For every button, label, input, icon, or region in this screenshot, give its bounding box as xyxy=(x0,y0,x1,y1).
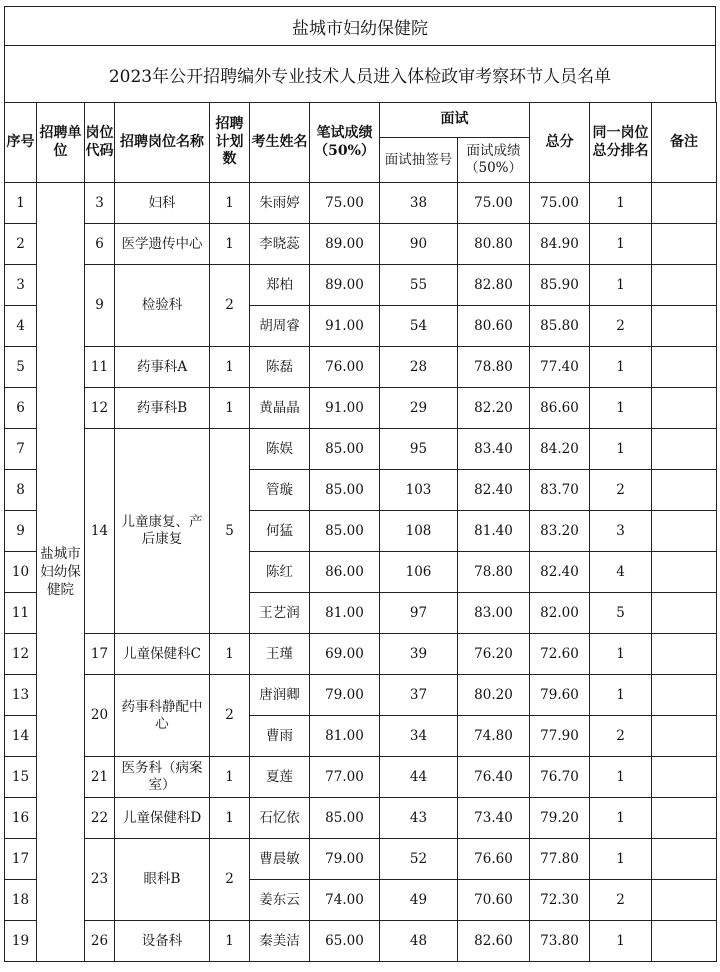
table-row xyxy=(5,265,717,306)
plan-cell: 1 xyxy=(210,798,250,839)
remark-cell xyxy=(652,593,717,634)
draw-cell: 29 xyxy=(380,388,458,429)
rank-cell: 1 xyxy=(590,921,652,962)
name-cell: 王艺润 xyxy=(250,593,310,634)
draw-cell: 108 xyxy=(380,511,458,552)
plan-cell: 1 xyxy=(210,347,250,388)
draw-cell: 54 xyxy=(380,306,458,347)
name-cell: 陈磊 xyxy=(250,347,310,388)
post-code-cell: 22 xyxy=(85,798,115,839)
post-name-cell: 儿童保健科D xyxy=(115,798,210,839)
plan-cell: 1 xyxy=(210,634,250,675)
interview-cell: 82.20 xyxy=(458,388,530,429)
interview-cell: 74.80 xyxy=(458,716,530,757)
written-cell: 91.00 xyxy=(310,306,380,347)
header-interview: 面试 xyxy=(380,103,530,138)
total-cell: 85.90 xyxy=(530,265,590,306)
total-cell: 84.90 xyxy=(530,224,590,265)
header-rank: 同一岗位总分排名 xyxy=(590,103,652,183)
post-code-cell: 26 xyxy=(85,921,115,962)
document-sheet xyxy=(4,6,716,962)
name-cell: 唐润卿 xyxy=(250,675,310,716)
remark-cell xyxy=(652,552,717,593)
header-post-name: 招聘岗位名称 xyxy=(115,103,210,183)
draw-cell: 90 xyxy=(380,224,458,265)
draw-cell: 52 xyxy=(380,839,458,880)
remark-cell xyxy=(652,429,717,470)
plan-cell: 2 xyxy=(210,675,250,757)
interview-cell: 80.20 xyxy=(458,675,530,716)
interview-cell: 70.60 xyxy=(458,880,530,921)
total-cell: 83.70 xyxy=(530,470,590,511)
post-code-cell: 9 xyxy=(85,265,115,347)
name-cell: 管璇 xyxy=(250,470,310,511)
total-cell: 82.40 xyxy=(530,552,590,593)
name-cell: 曹晨敏 xyxy=(250,839,310,880)
post-name-cell: 药事科A xyxy=(115,347,210,388)
seq-cell: 3 xyxy=(5,265,37,306)
plan-cell: 5 xyxy=(210,429,250,634)
header-draw: 面试抽签号 xyxy=(380,138,458,183)
draw-cell: 44 xyxy=(380,757,458,798)
post-code-cell: 14 xyxy=(85,429,115,634)
total-cell: 83.20 xyxy=(530,511,590,552)
rank-cell: 1 xyxy=(590,183,652,224)
name-cell: 姜东云 xyxy=(250,880,310,921)
interview-cell: 80.60 xyxy=(458,306,530,347)
remark-cell xyxy=(652,675,717,716)
draw-cell: 39 xyxy=(380,634,458,675)
post-code-cell: 11 xyxy=(85,347,115,388)
remark-cell xyxy=(652,921,717,962)
remark-cell xyxy=(652,798,717,839)
total-cell: 75.00 xyxy=(530,183,590,224)
interview-cell: 76.40 xyxy=(458,757,530,798)
total-cell: 79.20 xyxy=(530,798,590,839)
header-unit: 招聘单位 xyxy=(37,103,85,183)
unit-cell: 盐城市妇幼保健院 xyxy=(37,183,85,962)
seq-cell: 8 xyxy=(5,470,37,511)
seq-cell: 13 xyxy=(5,675,37,716)
name-cell: 王瑾 xyxy=(250,634,310,675)
written-cell: 69.00 xyxy=(310,634,380,675)
rank-cell: 3 xyxy=(590,511,652,552)
post-code-cell: 3 xyxy=(85,183,115,224)
name-cell: 陈娱 xyxy=(250,429,310,470)
draw-cell: 95 xyxy=(380,429,458,470)
rank-cell: 2 xyxy=(590,306,652,347)
interview-cell: 83.00 xyxy=(458,593,530,634)
written-cell: 79.00 xyxy=(310,839,380,880)
rank-cell: 1 xyxy=(590,224,652,265)
seq-cell: 18 xyxy=(5,880,37,921)
header-post-code: 岗位代码 xyxy=(85,103,115,183)
seq-cell: 12 xyxy=(5,634,37,675)
name-cell: 胡周睿 xyxy=(250,306,310,347)
interview-cell: 78.80 xyxy=(458,552,530,593)
written-cell: 85.00 xyxy=(310,798,380,839)
total-cell: 84.20 xyxy=(530,429,590,470)
rank-cell: 1 xyxy=(590,634,652,675)
header-plan: 招聘计划数 xyxy=(210,103,250,183)
rank-cell: 1 xyxy=(590,388,652,429)
remark-cell xyxy=(652,224,717,265)
interview-cell: 83.40 xyxy=(458,429,530,470)
remark-cell xyxy=(652,839,717,880)
header-written: 笔试成绩（50%） xyxy=(310,103,380,183)
seq-cell: 14 xyxy=(5,716,37,757)
rank-cell: 1 xyxy=(590,798,652,839)
seq-cell: 5 xyxy=(5,347,37,388)
draw-cell: 28 xyxy=(380,347,458,388)
written-cell: 81.00 xyxy=(310,593,380,634)
rank-cell: 1 xyxy=(590,839,652,880)
name-cell: 秦美洁 xyxy=(250,921,310,962)
post-code-cell: 6 xyxy=(85,224,115,265)
total-cell: 77.40 xyxy=(530,347,590,388)
total-cell: 76.70 xyxy=(530,757,590,798)
written-cell: 91.00 xyxy=(310,388,380,429)
seq-cell: 16 xyxy=(5,798,37,839)
header-seq: 序号 xyxy=(5,103,37,183)
total-cell: 77.80 xyxy=(530,839,590,880)
post-code-cell: 21 xyxy=(85,757,115,798)
rank-cell: 1 xyxy=(590,757,652,798)
remark-cell xyxy=(652,880,717,921)
interview-cell: 81.40 xyxy=(458,511,530,552)
draw-cell: 37 xyxy=(380,675,458,716)
name-cell: 朱雨婷 xyxy=(250,183,310,224)
rank-cell: 2 xyxy=(590,470,652,511)
plan-cell: 2 xyxy=(210,265,250,347)
table-row xyxy=(5,675,717,716)
remark-cell xyxy=(652,388,717,429)
document-title: 盐城市妇幼保健院 xyxy=(4,6,716,45)
name-cell: 郑柏 xyxy=(250,265,310,306)
written-cell: 79.00 xyxy=(310,675,380,716)
header-interview-score: 面试成绩（50%） xyxy=(458,138,530,183)
written-cell: 85.00 xyxy=(310,470,380,511)
written-cell: 74.00 xyxy=(310,880,380,921)
draw-cell: 48 xyxy=(380,921,458,962)
total-cell: 73.80 xyxy=(530,921,590,962)
total-cell: 86.60 xyxy=(530,388,590,429)
table-row xyxy=(5,757,717,798)
name-cell: 石忆依 xyxy=(250,798,310,839)
plan-cell: 1 xyxy=(210,757,250,798)
total-cell: 72.60 xyxy=(530,634,590,675)
post-name-cell: 儿童保健科C xyxy=(115,634,210,675)
remark-cell xyxy=(652,306,717,347)
table-row xyxy=(5,634,717,675)
post-name-cell: 儿童康复、产后康复 xyxy=(115,429,210,634)
header-name: 考生姓名 xyxy=(250,103,310,183)
name-cell: 陈红 xyxy=(250,552,310,593)
seq-cell: 19 xyxy=(5,921,37,962)
seq-cell: 1 xyxy=(5,183,37,224)
remark-cell xyxy=(652,511,717,552)
written-cell: 81.00 xyxy=(310,716,380,757)
seq-cell: 17 xyxy=(5,839,37,880)
rank-cell: 1 xyxy=(590,675,652,716)
table-row xyxy=(5,839,717,880)
name-cell: 曹雨 xyxy=(250,716,310,757)
post-code-cell: 23 xyxy=(85,839,115,921)
remark-cell xyxy=(652,634,717,675)
name-cell: 黄晶晶 xyxy=(250,388,310,429)
table-row xyxy=(5,224,717,265)
total-cell: 85.80 xyxy=(530,306,590,347)
seq-cell: 11 xyxy=(5,593,37,634)
name-cell: 何猛 xyxy=(250,511,310,552)
draw-cell: 38 xyxy=(380,183,458,224)
header-total: 总分 xyxy=(530,103,590,183)
draw-cell: 103 xyxy=(380,470,458,511)
remark-cell xyxy=(652,347,717,388)
rank-cell: 2 xyxy=(590,880,652,921)
interview-cell: 80.80 xyxy=(458,224,530,265)
post-name-cell: 检验科 xyxy=(115,265,210,347)
interview-cell: 82.60 xyxy=(458,921,530,962)
written-cell: 76.00 xyxy=(310,347,380,388)
rank-cell: 4 xyxy=(590,552,652,593)
draw-cell: 43 xyxy=(380,798,458,839)
written-cell: 77.00 xyxy=(310,757,380,798)
post-name-cell: 药事科B xyxy=(115,388,210,429)
post-name-cell: 药事科静配中心 xyxy=(115,675,210,757)
written-cell: 89.00 xyxy=(310,224,380,265)
seq-cell: 10 xyxy=(5,552,37,593)
post-code-cell: 20 xyxy=(85,675,115,757)
rank-cell: 1 xyxy=(590,429,652,470)
rank-cell: 1 xyxy=(590,347,652,388)
seq-cell: 9 xyxy=(5,511,37,552)
written-cell: 85.00 xyxy=(310,511,380,552)
interview-cell: 75.00 xyxy=(458,183,530,224)
seq-cell: 6 xyxy=(5,388,37,429)
post-name-cell: 眼科B xyxy=(115,839,210,921)
interview-cell: 82.40 xyxy=(458,470,530,511)
post-name-cell: 妇科 xyxy=(115,183,210,224)
remark-cell xyxy=(652,183,717,224)
total-cell: 72.30 xyxy=(530,880,590,921)
rank-cell: 2 xyxy=(590,716,652,757)
total-cell: 79.60 xyxy=(530,675,590,716)
rank-cell: 5 xyxy=(590,593,652,634)
name-cell: 夏莲 xyxy=(250,757,310,798)
remark-cell xyxy=(652,470,717,511)
draw-cell: 49 xyxy=(380,880,458,921)
seq-cell: 2 xyxy=(5,224,37,265)
name-cell: 李晓蕊 xyxy=(250,224,310,265)
plan-cell: 1 xyxy=(210,921,250,962)
rank-cell: 1 xyxy=(590,265,652,306)
written-cell: 89.00 xyxy=(310,265,380,306)
written-cell: 86.00 xyxy=(310,552,380,593)
candidate-table xyxy=(4,102,717,962)
written-cell: 65.00 xyxy=(310,921,380,962)
plan-cell: 2 xyxy=(210,839,250,921)
draw-cell: 97 xyxy=(380,593,458,634)
document-subtitle: 2023年公开招聘编外专业技术人员进入体检政审考察环节人员名单 xyxy=(4,45,716,102)
header-remark: 备注 xyxy=(652,103,717,183)
interview-cell: 76.60 xyxy=(458,839,530,880)
seq-cell: 15 xyxy=(5,757,37,798)
plan-cell: 1 xyxy=(210,183,250,224)
table-row xyxy=(5,183,717,224)
plan-cell: 1 xyxy=(210,224,250,265)
table-row xyxy=(5,798,717,839)
written-cell: 85.00 xyxy=(310,429,380,470)
written-cell: 75.00 xyxy=(310,183,380,224)
table-row xyxy=(5,429,717,470)
remark-cell xyxy=(652,265,717,306)
remark-cell xyxy=(652,757,717,798)
table-row xyxy=(5,388,717,429)
plan-cell: 1 xyxy=(210,388,250,429)
total-cell: 77.90 xyxy=(530,716,590,757)
interview-cell: 76.20 xyxy=(458,634,530,675)
table-row xyxy=(5,347,717,388)
table-row xyxy=(5,921,717,962)
post-code-cell: 12 xyxy=(85,388,115,429)
interview-cell: 82.80 xyxy=(458,265,530,306)
remark-cell xyxy=(652,716,717,757)
draw-cell: 55 xyxy=(380,265,458,306)
seq-cell: 4 xyxy=(5,306,37,347)
post-code-cell: 17 xyxy=(85,634,115,675)
interview-cell: 73.40 xyxy=(458,798,530,839)
post-name-cell: 设备科 xyxy=(115,921,210,962)
draw-cell: 34 xyxy=(380,716,458,757)
interview-cell: 78.80 xyxy=(458,347,530,388)
total-cell: 82.00 xyxy=(530,593,590,634)
post-name-cell: 医务科（病案室） xyxy=(115,757,210,798)
draw-cell: 106 xyxy=(380,552,458,593)
seq-cell: 7 xyxy=(5,429,37,470)
post-name-cell: 医学遗传中心 xyxy=(115,224,210,265)
